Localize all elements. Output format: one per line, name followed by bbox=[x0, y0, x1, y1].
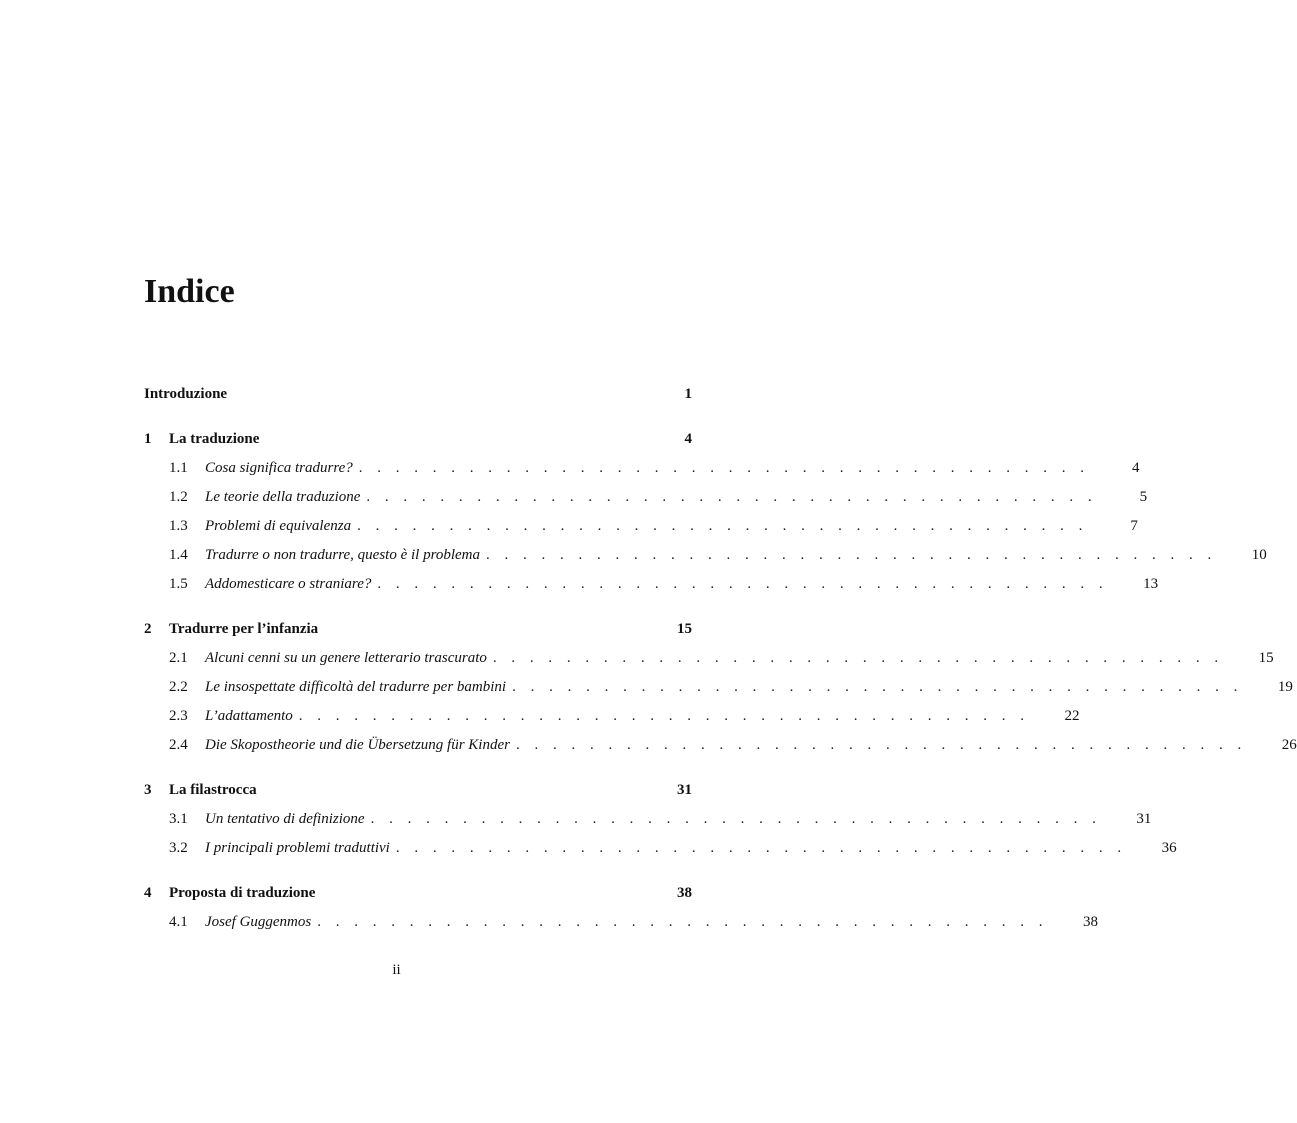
toc-section-3-2[interactable] bbox=[144, 834, 1177, 863]
toc-chapter-number: 1 bbox=[144, 431, 152, 447]
toc-section-page: 5 bbox=[1139, 489, 1148, 505]
toc-chapter-title: Tradurre per l’infanzia bbox=[169, 621, 319, 637]
dot-leaders: . . . . . . . . . . . . . . . . . . . . . . . . . . . . . . . . . . . . . . . . bbox=[395, 840, 1127, 856]
toc-chapter-number: 4 bbox=[144, 885, 152, 901]
toc-section-number: 2.3 bbox=[169, 708, 188, 724]
toc-section-number: 2.4 bbox=[169, 737, 188, 753]
toc-section-title: I principali problemi traduttivi bbox=[205, 840, 390, 856]
dot-leaders: . . . . . . . . . . . . . . . . . . . . . . . . . . . . . . . . . . . . . . . . bbox=[317, 914, 1048, 930]
dot-leaders: . . . . . . . . . . . . . . . . . . . . . . . . . . . . . . . . . . . . . . . . bbox=[515, 737, 1247, 753]
toc-section-title: Josef Guggenmos bbox=[205, 914, 312, 930]
toc-section-number: 3.1 bbox=[169, 811, 188, 827]
toc-section-number: 2.2 bbox=[169, 679, 188, 695]
toc-section-title: Le insospettate difficoltà del tradurre per bambini bbox=[205, 679, 507, 695]
dot-leaders: . . . . . . . . . . . . . . . . . . . . . . . . . . . . . . . . . . . . . . . . bbox=[377, 576, 1109, 592]
toc-section-page: 13 bbox=[1143, 576, 1159, 592]
toc-section-number: 1.2 bbox=[169, 489, 188, 505]
dot-leaders: . . . . . . . . . . . . . . . . . . . . . . . . . . . . . . . . . . . . . . . . bbox=[366, 489, 1098, 505]
toc-section-1-1[interactable] bbox=[144, 454, 1140, 483]
toc-chapter-number: 2 bbox=[144, 621, 152, 637]
toc-section-number: 1.1 bbox=[169, 460, 188, 476]
toc-section-2-1[interactable] bbox=[144, 644, 1274, 673]
toc-section-title: Die Skopostheorie und die Übersetzung für Kinder bbox=[205, 737, 510, 753]
toc-chapter-4[interactable] bbox=[144, 879, 692, 908]
dot-leaders: . . . . . . . . . . . . . . . . . . . . . . . . . . . . . . . . . . . . . . . . bbox=[358, 460, 1090, 476]
toc-chapter-page: 31 bbox=[677, 782, 692, 798]
dot-leaders: . . . . . . . . . . . . . . . . . . . . . . . . . . . . . . . . . . . . . . . . bbox=[486, 547, 1217, 563]
toc-entry-introduction[interactable] bbox=[144, 380, 692, 409]
toc-chapter-1[interactable] bbox=[144, 425, 692, 454]
toc-section-3-1[interactable] bbox=[144, 805, 1152, 834]
toc-section-title: Tradurre o non tradurre, questo è il problema bbox=[205, 547, 481, 563]
toc-section-number: 4.1 bbox=[169, 914, 188, 930]
toc-section-1-3[interactable] bbox=[144, 512, 1138, 541]
toc-section-page: 15 bbox=[1258, 650, 1274, 666]
toc-section-1-2[interactable] bbox=[144, 483, 1148, 512]
toc-section-4-1[interactable] bbox=[144, 908, 1098, 937]
toc-chapter-title: La traduzione bbox=[169, 431, 260, 447]
toc-section-page: 31 bbox=[1136, 811, 1152, 827]
toc-chapter-3[interactable] bbox=[144, 776, 692, 805]
toc-section-page: 26 bbox=[1281, 737, 1297, 753]
toc-section-number: 1.3 bbox=[169, 518, 188, 534]
toc-section-1-4[interactable] bbox=[144, 541, 1267, 570]
toc-section-2-2[interactable] bbox=[144, 673, 1293, 702]
toc-section-number: 1.5 bbox=[169, 576, 188, 592]
toc-section-title: Cosa significa tradurre? bbox=[205, 460, 353, 476]
toc-section-title: Problemi di equivalenza bbox=[205, 518, 352, 534]
dot-leaders: . . . . . . . . . . . . . . . . . . . . . . . . . . . . . . . . . . . . . . . . bbox=[357, 518, 1088, 534]
toc-section-title: Un tentativo di definizione bbox=[205, 811, 365, 827]
toc-section-number: 1.4 bbox=[169, 547, 188, 563]
toc-section-page: 22 bbox=[1064, 708, 1080, 724]
toc-chapter-page: 38 bbox=[677, 885, 692, 901]
toc-section-page: 4 bbox=[1132, 460, 1140, 476]
toc-section-page: 19 bbox=[1277, 679, 1293, 695]
toc-section-page: 38 bbox=[1082, 914, 1098, 930]
toc-section-2-3[interactable] bbox=[144, 702, 1080, 731]
toc-chapter-page: 4 bbox=[684, 431, 692, 447]
dot-leaders: . . . . . . . . . . . . . . . . . . . . . . . . . . . . . . . . . . . . . . . . bbox=[512, 679, 1243, 695]
toc-section-2-4[interactable] bbox=[144, 731, 1297, 760]
toc-chapter-2[interactable] bbox=[144, 615, 692, 644]
toc-section-number: 2.1 bbox=[169, 650, 188, 666]
dot-leaders: . . . . . . . . . . . . . . . . . . . . . . . . . . . . . . . . . . . . . . . . bbox=[298, 708, 1030, 724]
toc-section-page: 10 bbox=[1251, 547, 1267, 563]
toc-section-page: 7 bbox=[1130, 518, 1138, 534]
toc-entry-title: Introduzione bbox=[144, 386, 228, 402]
toc-section-1-5[interactable] bbox=[144, 570, 1159, 599]
toc-section-page: 36 bbox=[1161, 840, 1177, 856]
toc-chapter-title: La filastrocca bbox=[169, 782, 257, 798]
toc-section-title: Alcuni cenni su un genere letterario trascurato bbox=[205, 650, 487, 666]
toc-section-title: L’adattamento bbox=[205, 708, 293, 724]
page-number-footer: ii bbox=[392, 962, 401, 978]
dot-leaders: . . . . . . . . . . . . . . . . . . . . . . . . . . . . . . . . . . . . . . . . bbox=[492, 650, 1224, 666]
toc-section-title: Addomesticare o straniare? bbox=[205, 576, 372, 592]
toc-section-number: 3.2 bbox=[169, 840, 188, 856]
dot-leaders: . . . . . . . . . . . . . . . . . . . . . . . . . . . . . . . . . . . . . . . . bbox=[370, 811, 1102, 827]
toc-entry-page: 1 bbox=[684, 386, 692, 402]
toc-chapter-number: 3 bbox=[144, 782, 152, 798]
table-of-contents bbox=[144, 380, 1297, 937]
toc-chapter-page: 15 bbox=[677, 621, 692, 637]
page-title: Indice bbox=[144, 273, 235, 310]
toc-chapter-title: Proposta di traduzione bbox=[169, 885, 316, 901]
toc-section-title: Le teorie della traduzione bbox=[205, 489, 361, 505]
